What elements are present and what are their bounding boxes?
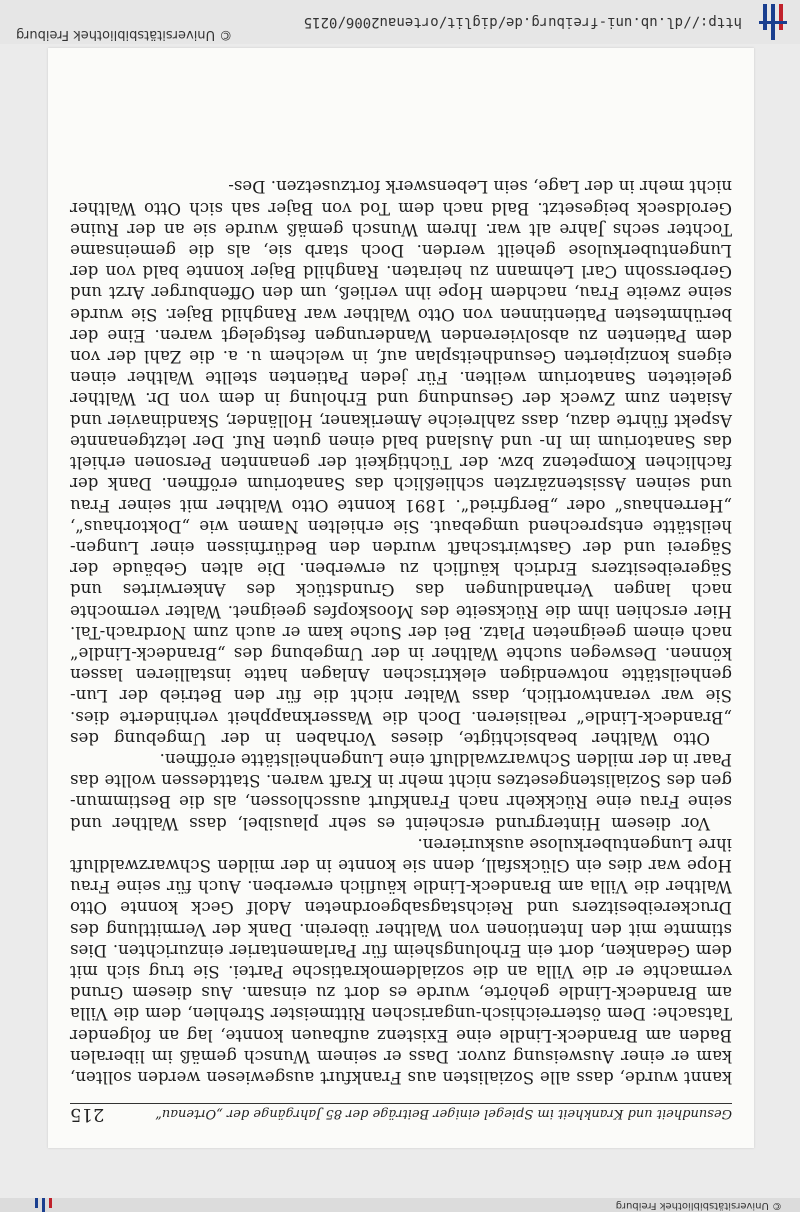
top-library-label: © Universitätsbibliothek Freiburg [615,1200,782,1211]
university-logo-icon [756,4,790,40]
page-number: 215 [70,1104,105,1125]
university-logo-icon [26,1198,60,1212]
bottom-url-bar [0,0,800,44]
bottom-library-label: © Universitätsbibliothek Freiburg [16,27,233,42]
paragraph-1: kannt wurde, dass alle Sozialisten aus Frankfurt ausgewiesen werden sollten, kam er einer Ausweisung zuvor. Dass er seinem Wunsch gemäß im liberalen Baden am Brandeck-Lindle eine Existenz aufbauen konnte, lag an folgender Tatsache: Dem österreichisch-ungarischen Rittmeister Strehlen, dem die Villa am Brandeck-Lindle gehörte, wurde es dort zu einsam. Aus diesem Grund vermachte er die Villa an die sozialdemokratische Partei. Sie trug sich mit dem Gedanken, dort ein Erholungsheim für Parlamentarier einzurichten. Dies stimmte mit den Intentionen von Walther überein. Dank der Vermittlung des Druckereibesitzers und Reichstagsabgeordneten Adolf Geck konnte Otto Walther die Villa am Brandeck-Lindle käuflich erwerben. Auch für seine Frau Hope war dies ein Glücksfall, denn sie konnte in der milden Schwarzwaldluft ihre Lungentuberkulose auskurieren. [70,834,732,1087]
document-page [48,48,754,1148]
source-url[interactable]: http://dl.ub.uni-freiburg.de/diglit/ortenau2006/0215 [303,14,742,30]
paragraph-2: Vor diesem Hintergrund erscheint es sehr plausibel, dass Walther und seine Frau eine Rückkehr nach Frankfurt ausschlossen, als die Bestimmungen des Sozialistengesetzes nicht mehr in Kraft waren. Stattdessen wollte das Paar in der milden Schwarzwaldluft eine Lungenheilstätte eröffnen. [70,749,732,833]
running-head [70,1103,732,1124]
paragraph-3: Otto Walther beabsichtigte, dieses Vorhaben in der Umgebung des „Brandeck-Lindle“ realisieren. Doch die Wasserknappheit verhinderte dies. Sie war verantwortlich, dass Walter nicht die für den Betrieb der Lungenheilstätte notwendigen elektrischen Anlagen hatte installieren lassen können. Deswegen suchte Walther in der Umgebung des „Brandeck-Lindle“ nach einem geeigneten Platz. Bei der Suche kam er auch zum Nordrach-Tal. Hier erschien ihm die Rückseite des Mooskopfes geeignet. Walter vermochte nach langen Verhandlungen das Grundstück des Ankerwirtes und Sägereibesitzers Erdrich käuflich zu erwerben. Die alten Gebäude der Sägerei und der Gastwirtschaft wurden den Bedürfnissen einer Lungenheilstätte entsprechend umgebaut. Sie erhielten Namen wie „Doktorhaus“, „Herrenhaus“ oder „Bergfried“. 1891 konnte Otto Walther mit seiner Frau und seinen Assistenzärzten schließlich das Sanatorium eröffnen. Dank der fachlichen Kompetenz bzw. der Tüchtigkeit der genannten Personen erhielt das Sanatorium im In- und Ausland bald einen guten Ruf. Der letztgenannte Aspekt führte dazu, dass zahlreiche Amerikaner, Holländer, Skandinavier und Asiaten zum Zweck der Gesundung und Erholung in dem von Dr. Walther geleiteten Sanatorium weilten. Für jeden Patienten stellte Walther einen eigens konzipierten Gesundheitsplan auf, in welchem u. a. die Zahl der von dem Patienten zu absolvierenden Wanderungen festgelegt waren. Eine der berühmtesten Patientinnen von Otto Walther war Ranghild Bajer. Sie wurde seine zweite Frau, nachdem Hope ihn verließ, um den Offenburger Arzt und Gerberssohn Carl Lehmann zu heiraten. Ranghild Bajer konnte bald von der Lungentuberkulose geheilt werden. Doch starb sie, als die gemeinsame Tochter sechs Jahre alt war. Ihrem Wunsch gemäß wurde sie an der Ruine Geroldseck beigesetzt. Bald nach dem Tod von Bajer sah sich Otto Walther nicht mehr in der Lage, sein Lebenswerk fortzusetzen. Des- [70,177,732,748]
running-title: Gesundheit und Krankheit im Spiegel einiger Beiträge der 85 Jahrgänge der „Ortenau“ [155,1106,732,1121]
body-text [70,176,732,1088]
top-library-bar [0,1198,800,1212]
